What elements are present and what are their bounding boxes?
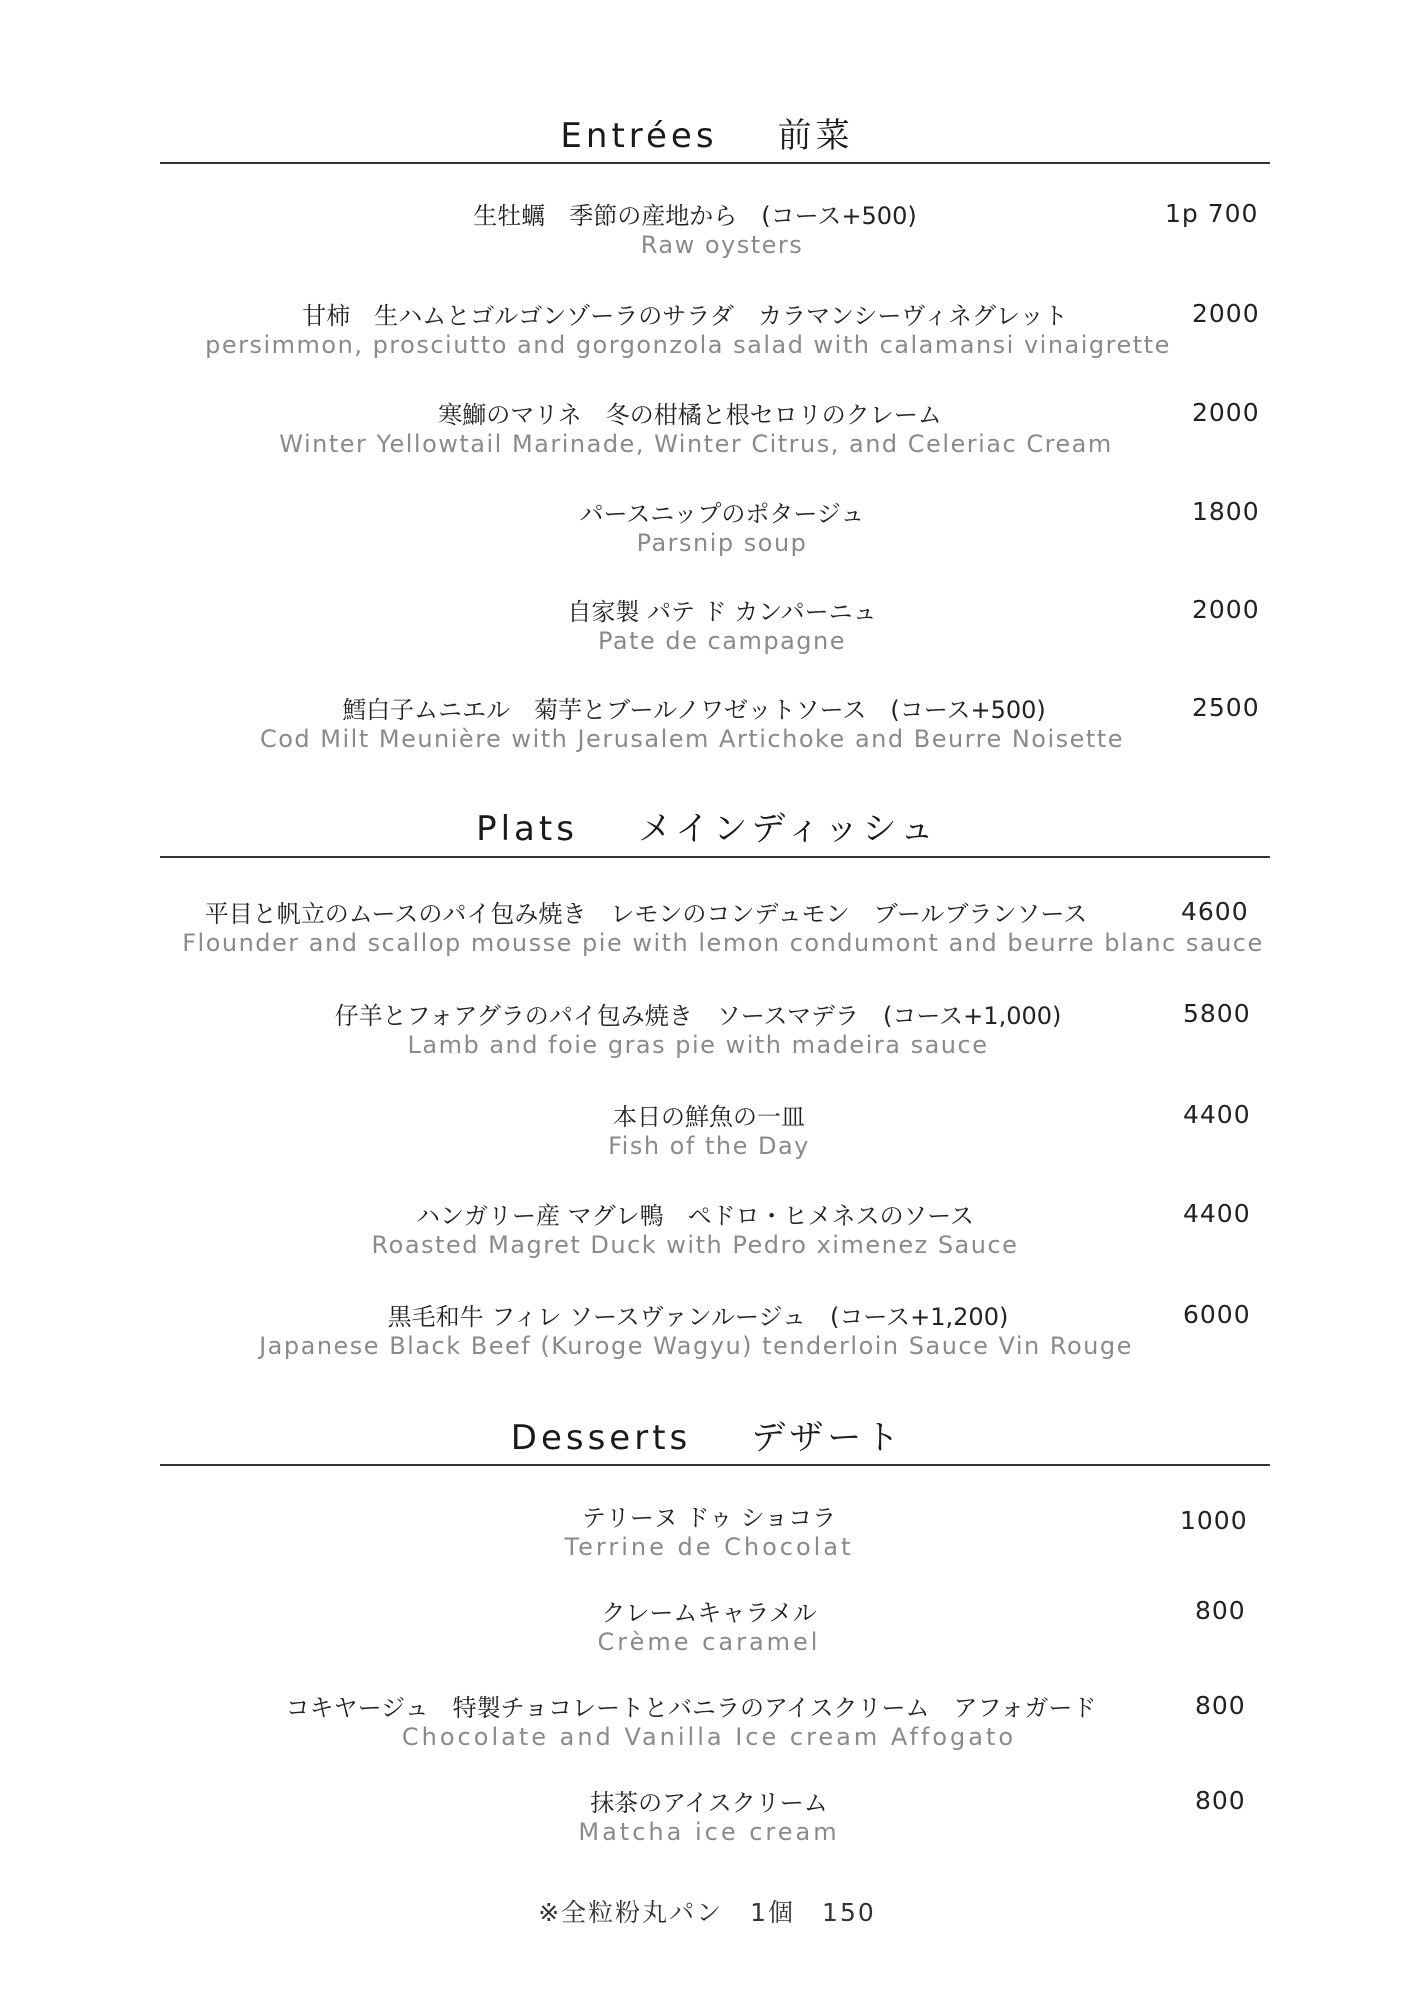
item-price: 1800 <box>1192 497 1260 526</box>
section-title-en: Plats <box>476 809 578 849</box>
item-name-en: Terrine de Chocolat <box>564 1533 854 1561</box>
section-divider <box>160 162 1270 164</box>
item-name-jp: 本日の鮮魚の一皿 <box>613 1103 805 1131</box>
section-title-en: Entrées <box>560 116 718 156</box>
item-price: 1000 <box>1180 1506 1248 1535</box>
item-name-en: Crème caramel <box>597 1628 821 1656</box>
item-name-jp: 黒毛和牛 フィレ ソースヴァンルージュ (コース+1,200) <box>387 1303 1009 1331</box>
section-title-en: Desserts <box>510 1418 692 1458</box>
item-name-jp: 平目と帆立のムースのパイ包み焼き レモンのコンデュモン ブールブランソース <box>204 900 1088 928</box>
section-title-jp: 前菜 <box>777 116 854 156</box>
item-name-jp: 鱈白子ムニエル 菊芋とブールノワゼットソース (コース+500) <box>342 696 1046 724</box>
item-price: 6000 <box>1183 1300 1251 1329</box>
section-heading-plats <box>0 801 1414 850</box>
item-price: 800 <box>1195 1691 1246 1720</box>
item-name-en: Lamb and foie gras pie with madeira sauce <box>407 1031 989 1059</box>
item-name-en: Flounder and scallop mousse pie with lemon condumont and beurre blanc sauce <box>182 929 1264 957</box>
item-name-en: Fish of the Day <box>608 1132 810 1160</box>
item-price: 1p 700 <box>1165 199 1259 228</box>
item-name-en: Pate de campagne <box>598 627 846 655</box>
item-name-en: Roasted Magret Duck with Pedro ximenez Sauce <box>371 1231 1019 1259</box>
section-title-jp: デザート <box>751 1418 904 1458</box>
bread-note: ※全粒粉丸パン 1個 150 <box>538 1898 876 1927</box>
item-name-jp: パースニップのポタージュ <box>579 500 865 528</box>
section-divider <box>160 1464 1270 1466</box>
item-name-en: Chocolate and Vanilla Ice cream Affogato <box>401 1723 1017 1751</box>
item-price: 800 <box>1195 1596 1246 1625</box>
section-heading-desserts <box>0 1410 1414 1459</box>
item-name-en: Parsnip soup <box>636 529 808 557</box>
item-name-jp: 仔羊とフォアグラのパイ包み焼き ソースマデラ (コース+1,000) <box>334 1002 1062 1030</box>
item-price: 5800 <box>1183 999 1251 1028</box>
item-name-jp: 寒鰤のマリネ 冬の柑橘と根セロリのクレーム <box>438 401 942 429</box>
item-price: 2500 <box>1192 693 1260 722</box>
item-price: 800 <box>1195 1786 1246 1815</box>
item-name-en: Winter Yellowtail Marinade, Winter Citrus, and Celeriac Cream <box>279 430 1113 458</box>
section-divider <box>160 856 1270 858</box>
item-name-jp: クレームキャラメル <box>601 1599 817 1627</box>
item-name-jp: テリーヌ ドゥ ショコラ <box>581 1504 837 1532</box>
item-price: 4600 <box>1181 897 1249 926</box>
section-heading-entrees <box>0 108 1414 157</box>
item-price: 4400 <box>1183 1100 1251 1129</box>
item-name-en: Matcha ice cream <box>578 1818 840 1846</box>
item-name-jp: ハンガリー産 マグレ鴨 ペドロ・ヒメネスのソース <box>416 1202 974 1230</box>
item-price: 4400 <box>1183 1199 1251 1228</box>
item-name-jp: 甘柿 生ハムとゴルゴンゾーラのサラダ カラマンシーヴィネグレット <box>302 302 1068 330</box>
item-price: 2000 <box>1192 595 1260 624</box>
item-price: 2000 <box>1192 398 1260 427</box>
item-name-en: Japanese Black Beef (Kuroge Wagyu) tenderloin Sauce Vin Rouge <box>259 1332 1133 1360</box>
section-title-jp: メインディッシュ <box>637 809 938 849</box>
item-name-jp: 生牡蠣 季節の産地から (コース+500) <box>473 202 917 230</box>
item-name-jp: コキヤージュ 特製チョコレートとバニラのアイスクリーム アフォガード <box>285 1694 1097 1722</box>
item-name-en: persimmon, prosciutto and gorgonzola salad with calamansi vinaigrette <box>205 331 1171 359</box>
item-name-jp: 自家製 パテ ド カンパーニュ <box>567 598 877 626</box>
item-name-en: Cod Milt Meunière with Jerusalem Artichoke and Beurre Noisette <box>259 725 1125 753</box>
item-price: 2000 <box>1192 299 1260 328</box>
item-name-jp: 抹茶のアイスクリーム <box>590 1789 828 1817</box>
item-name-en: Raw oysters <box>640 231 804 259</box>
